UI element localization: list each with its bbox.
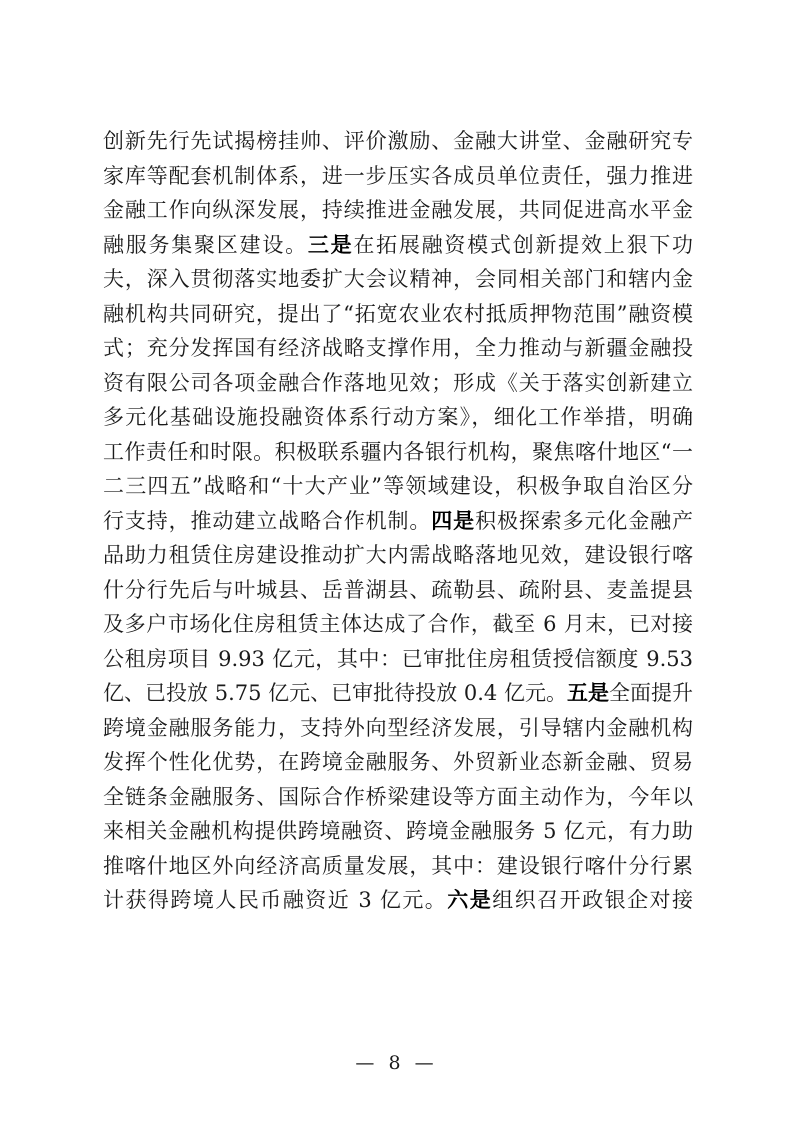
text-line <box>103 124 693 159</box>
text-segment: 行支持，推动建立战略合作机制。 <box>103 508 432 533</box>
text-line <box>103 676 693 711</box>
text-line <box>103 780 693 815</box>
text-segment: 全面提升 <box>608 681 694 705</box>
text-line <box>103 262 693 297</box>
text-line <box>103 504 693 539</box>
text-segment: 夫，深入贯彻落实地委扩大会议精神，会同相关部门和辖内金 <box>103 267 693 291</box>
text-segment: 积极探索多元化金融产 <box>475 508 694 533</box>
text-segment: 金融工作向纵深发展，持续推进金融发展，共同促进高水平金 <box>103 198 693 222</box>
text-line <box>103 607 693 642</box>
text-line <box>103 331 693 366</box>
text-segment: 推喀什地区外向经济高质量发展，其中：建设银行喀什分行累 <box>103 853 693 878</box>
text-segment: 及多户市场化住房租赁主体达成了合作，截至 6 月末，已对接 <box>103 612 693 636</box>
text-line <box>103 193 693 228</box>
text-line <box>103 159 693 194</box>
text-line <box>103 573 693 608</box>
text-segment: 工作责任和时限。积极联系疆内各银行机构，聚焦喀什地区“一 <box>103 439 693 464</box>
text-line <box>103 366 693 401</box>
text-line <box>103 297 693 332</box>
text-line <box>103 538 693 573</box>
text-segment: 发挥个性化优势，在跨境金融服务、外贸新业态新金融、贸易 <box>103 750 693 774</box>
text-segment: 什分行先后与叶城县、岳普湖县、疏勒县、疏附县、麦盖提县 <box>103 577 693 602</box>
text-segment: 来相关金融机构提供跨境融资、跨境金融服务 5 亿元，有力助 <box>103 819 693 843</box>
text-line <box>103 435 693 470</box>
keyword-heading: 五是 <box>566 681 609 705</box>
text-segment: 创新先行先试揭榜挂帅、评价激励、金融大讲堂、金融研究专 <box>103 129 693 153</box>
text-line <box>103 814 693 849</box>
keyword-heading: 三是 <box>307 232 354 257</box>
text-segment: 融服务集聚区建设。 <box>103 232 308 257</box>
text-line <box>103 711 693 746</box>
text-line <box>103 745 693 780</box>
text-line <box>103 228 693 263</box>
text-line <box>103 469 693 504</box>
text-segment: 计获得跨境人民币融资近 3 亿元。 <box>103 888 448 912</box>
body-paragraph <box>103 124 693 918</box>
text-line <box>103 849 693 884</box>
text-line <box>103 642 693 677</box>
text-segment: 式；充分发挥国有经济战略支撑作用，全力推动与新疆金融投 <box>103 336 693 360</box>
text-segment: 组织召开政银企对接 <box>492 888 694 912</box>
text-segment: 跨境金融服务能力，支持外向型经济发展，引导辖内金融机构 <box>103 715 693 740</box>
keyword-heading: 四是 <box>431 508 476 533</box>
keyword-heading: 六是 <box>447 888 493 912</box>
text-segment: 全链条金融服务、国际合作桥梁建设等方面主动作为，今年以 <box>103 784 693 809</box>
text-segment: 二三四五”战略和“十大产业”等领域建设，积极争取自治区分 <box>103 474 693 498</box>
text-line <box>103 883 693 918</box>
text-segment: 融机构共同研究，提出了“拓宽农业农村抵质押物范围”融资模 <box>103 301 693 326</box>
text-segment: 在拓展融资模式创新提效上狠下功 <box>353 232 694 257</box>
text-segment: 公租房项目 9.93 亿元，其中：已审批住房租赁授信额度 9.53 <box>103 646 693 671</box>
text-segment: 品助力租赁住房建设推动扩大内需战略落地见效，建设银行喀 <box>103 543 693 567</box>
text-segment: 家库等配套机制体系，进一步压实各成员单位责任，强力推进 <box>103 163 693 188</box>
text-segment: 资有限公司各项金融合作落地见效；形成《关于落实创新建立 <box>103 370 693 395</box>
text-segment: 多元化基础设施投融资体系行动方案》，细化工作举措，明确 <box>103 405 693 429</box>
page-number: — 8 — <box>355 1052 438 1074</box>
text-segment: 亿、已投放 5.75 亿元、已审批待投放 0.4 亿元。 <box>103 681 567 705</box>
text-line <box>103 400 693 435</box>
